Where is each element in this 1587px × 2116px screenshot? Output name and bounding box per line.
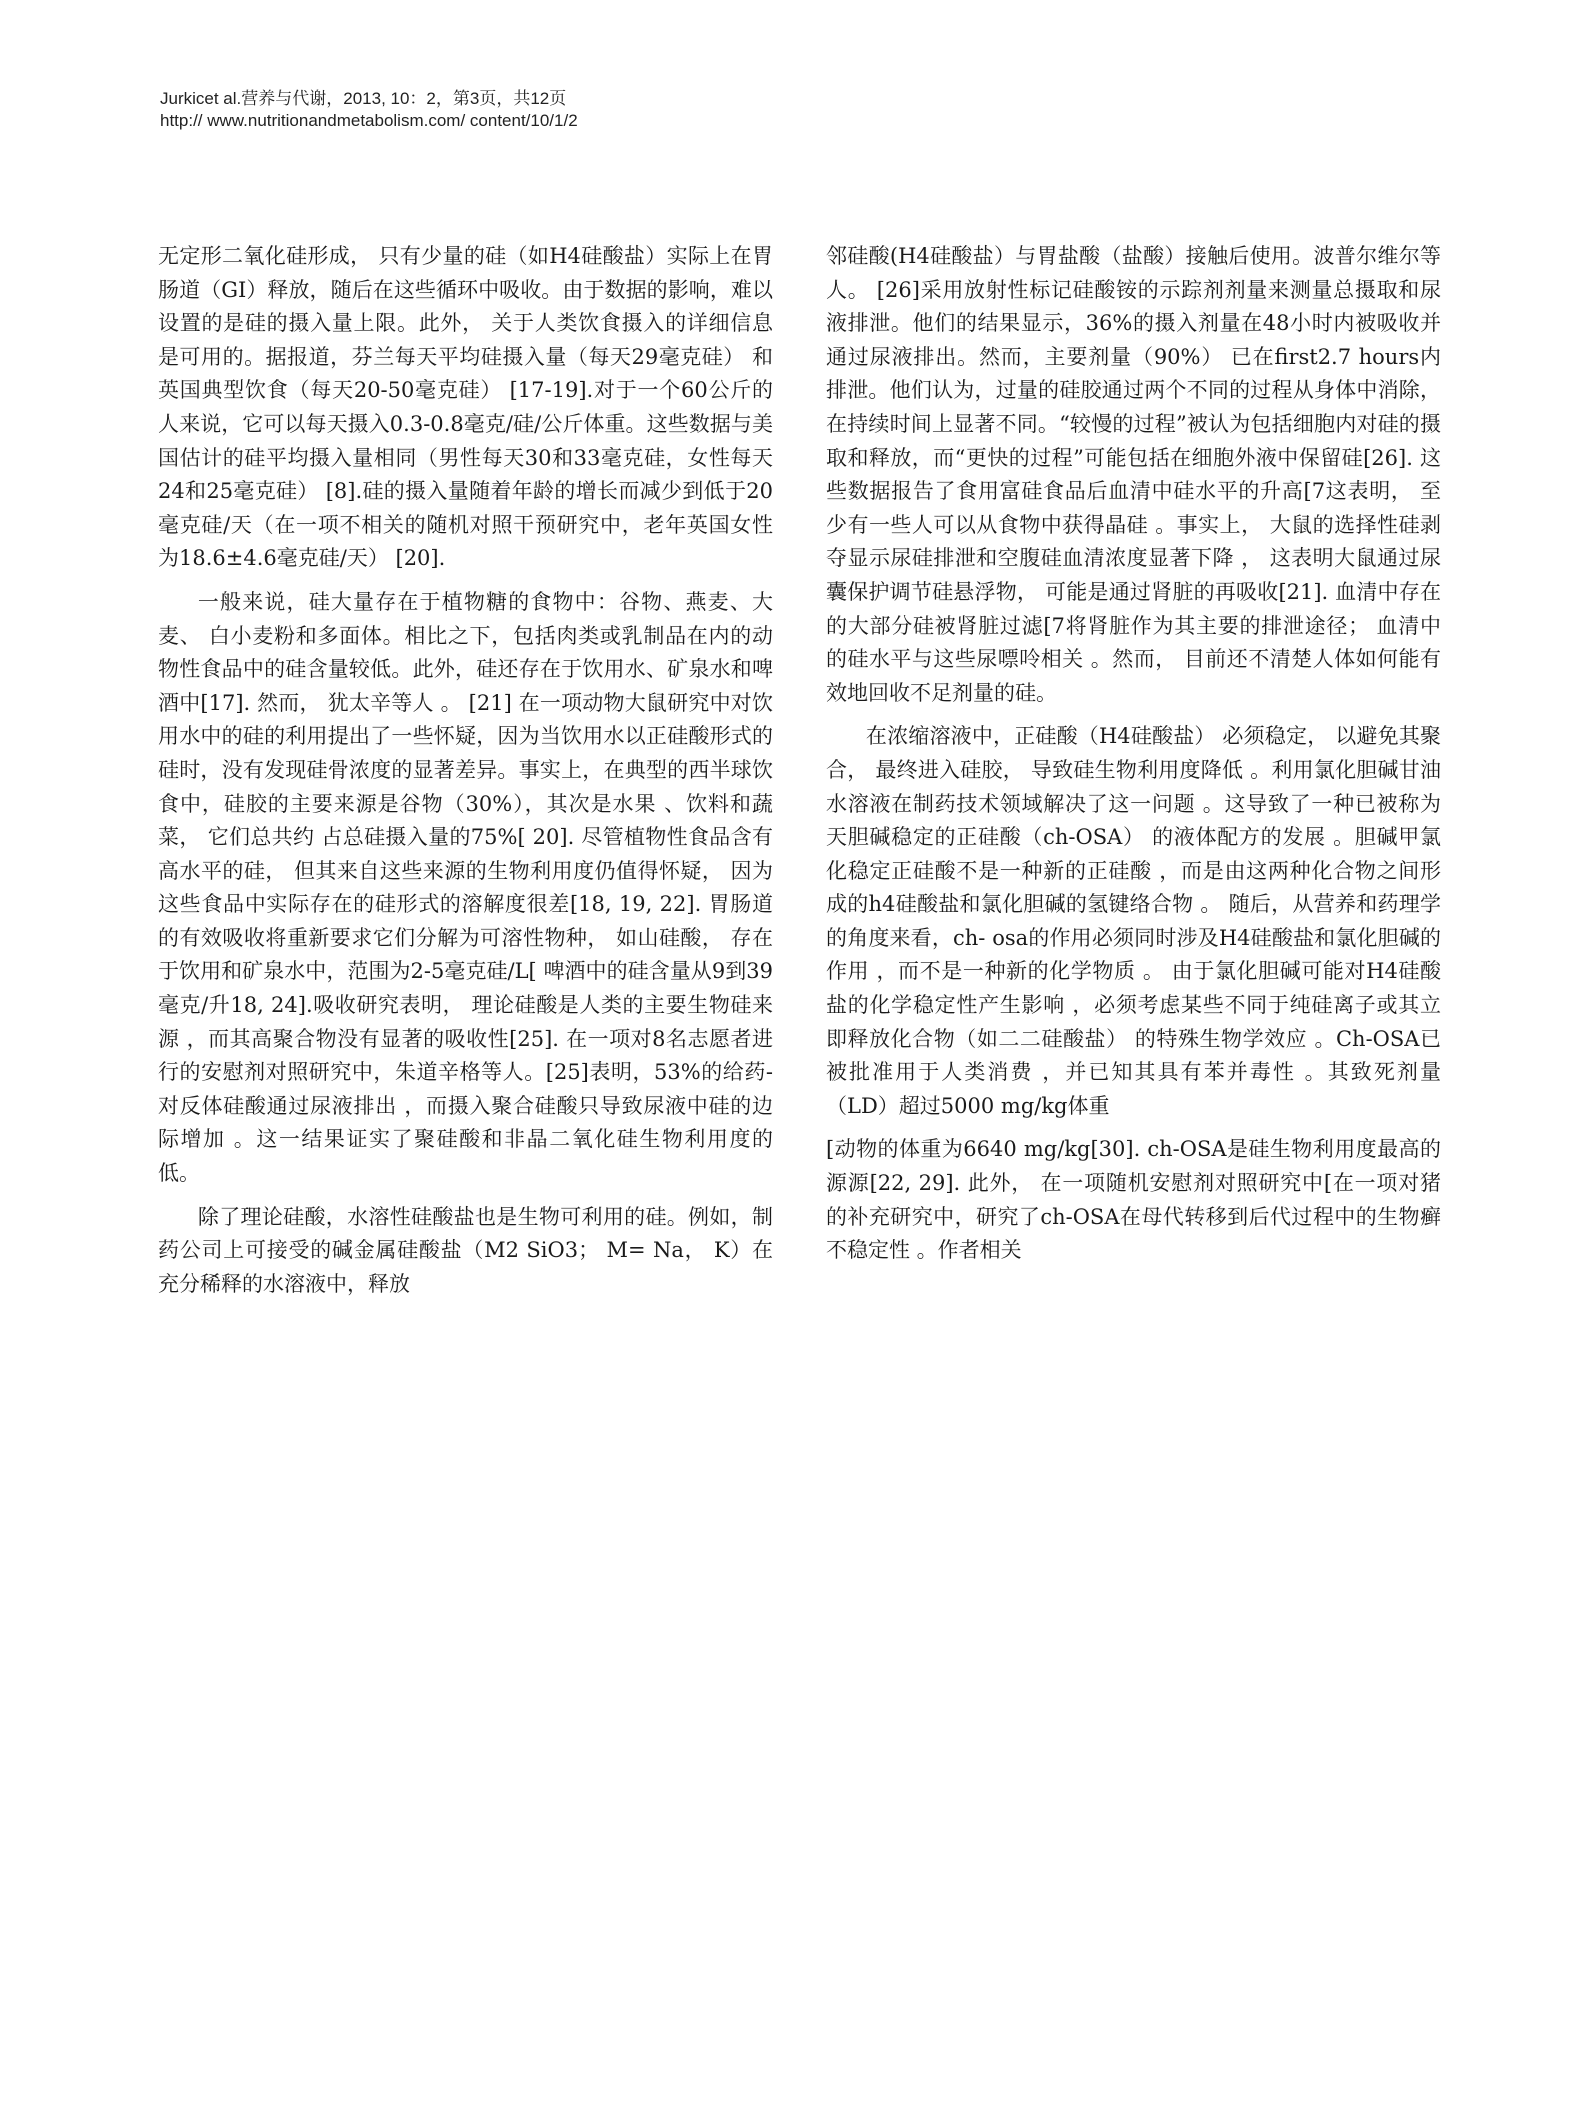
- right-column: [826, 240, 1441, 1278]
- citation-line: Jurkicet al.营养与代谢，2013, 10：2，第3页，共12页: [160, 89, 567, 108]
- left-column: [158, 240, 773, 1311]
- paragraph: 除了理论硅酸，水溶性硅酸盐也是生物可利用的硅。例如，制药公司上可接受的碱金属硅酸盐（M2 SiO3； M= Na， K）在充分稀释的水溶液中，释放: [158, 1204, 773, 1296]
- paragraph: [动物的体重为6640 mg/kg[30]. ch-OSA是硅生物利用度最高的源源[22, 29]. 此外， 在一项随机安慰剂对照研究中[在一项对猪的补充研究中，研究了ch-OSA在母代转移到后代过程中的生物癣不稳定性 。作者相关: [826, 1137, 1441, 1263]
- journal-url: http:// www.nutritionandmetabolism.com/ content/10/1/2: [160, 111, 578, 130]
- paragraph: 在浓缩溶液中，正硅酸（H4硅酸盐） 必须稳定， 以避免其聚合， 最终进入硅胶， 导致硅生物利用度降低 。利用氯化胆碱甘油水溶液在制药技术领域解决了这一问题 。这导致了一种已被称为天胆碱稳定的正硅酸（ch-OSA） 的液体配方的发展 。胆碱甲氯化稳定正硅酸不是一种新的正硅酸 ，而是由这两种化合物之间形成的h4硅酸盐和氯化胆碱的氢键络合物 。 随后，从营养和药理学的角度来看，ch- osa的作用必须同时涉及H4硅酸盐和氯化胆碱的作用 ，而不是一种新的化学物质 。 由于氯化胆碱可能对H4硅酸盐的化学稳定性产生影响 ，必须考虑某些不同于纯硅离子或其立即释放化合物（如二二硅酸盐） 的特殊生物学效应 。Ch-OSA已被批准用于人类消费 ，并已知其具有苯并毒性 。其致死剂量（LD）超过5000 mg/kg体重: [826, 724, 1441, 1118]
- paragraph: 邻硅酸(H4硅酸盐）与胃盐酸（盐酸）接触后使用。波普尔维尔等人。 [26]采用放射性标记硅酸铵的示踪剂剂量来测量总摄取和尿液排泄。他们的结果显示，36%的摄入剂量在48小时内被吸收并通过尿液排出。然而，主要剂量（90%） 已在first2.7 hours内排泄。他们认为，过量的硅胶通过两个不同的过程从身体中消除，在持续时间上显著不同。“较慢的过程”被认为包括细胞内对硅的摄取和释放，而“更快的过程”可能包括在细胞外液中保留硅[26]. 这些数据报告了食用富硅食品后血清中硅水平的升高[7这表明， 至少有一些人可以从食物中获得晶硅 。事实上， 大鼠的选择性硅剥夺显示尿硅排泄和空腹硅血清浓度显著下降 ， 这表明大鼠通过尿囊保护调节硅悬浮物， 可能是通过肾脏的再吸收[21]. 血清中存在的大部分硅被肾脏过滤[7将肾脏作为其主要的排泄途径； 血清中的硅水平与这些尿嘌呤相关 。然而， 目前还不清楚人体如何能有效地回收不足剂量的硅。: [826, 244, 1441, 705]
- paragraph: 无定形二氧化硅形成， 只有少量的硅（如H4硅酸盐）实际上在胃肠道（GI）释放，随后在这些循环中吸收。由于数据的影响，难以设置的是硅的摄入量上限。此外， 关于人类饮食摄入的详细信息是可用的。据报道，芬兰每天平均硅摄入量（每天29毫克硅） 和英国典型饮食（每天20-50毫克硅） [17-19].对于一个60公斤的人来说，它可以每天摄入0.3-0.8毫克/硅/公斤体重。这些数据与美国估计的硅平均摄入量相同（男性每天30和33毫克硅，女性每天24和25毫克硅） [8].硅的摄入量随着年龄的增长而减少到低于20毫克硅/天（在一项不相关的随机对照干预研究中，老年英国女性为18.6±4.6毫克硅/天） [20].: [158, 244, 773, 571]
- paragraph: 一般来说，硅大量存在于植物糖的食物中：谷物、燕麦、大麦、 白小麦粉和多面体。相比之下，包括肉类或乳制品在内的动物性食品中的硅含量较低。此外，硅还存在于饮用水、矿泉水和啤酒中[17]. 然而， 犹太辛等人 。 [21] 在一项动物大鼠研究中对饮用水中的硅的利用提出了一些怀疑，因为当饮用水以正硅酸形式的硅时，没有发现硅骨浓度的显著差异。事实上，在典型的西半球饮食中，硅胶的主要来源是谷物（30%），其次是水果 、饮料和蔬菜， 它们总共约 占总硅摄入量的75%[ 20]. 尽管植物性食品含有高水平的硅， 但其来自这些来源的生物利用度仍值得怀疑， 因为这些食品中实际存在的硅形式的溶解度很差[18, 19, 22]. 胃肠道的有效吸收将重新要求它们分解为可溶性物种， 如山硅酸， 存在于饮用和矿泉水中，范围为2-5毫克硅/L[ 啤酒中的硅含量从9到39毫克/升18, 24].吸收研究表明， 理论硅酸是人类的主要生物硅来源 ，而其高聚合物没有显著的吸收性[25]. 在一项对8名志愿者进行的安慰剂对照研究中，朱道辛格等人。[25]表明，53%的给药-对反体硅酸通过尿液排出 ，而摄入聚合硅酸只导致尿液中硅的边际增加 。这一结果证实了聚硅酸和非晶二氧化硅生物利用度的低。: [158, 589, 773, 1186]
- running-header: [160, 88, 1160, 132]
